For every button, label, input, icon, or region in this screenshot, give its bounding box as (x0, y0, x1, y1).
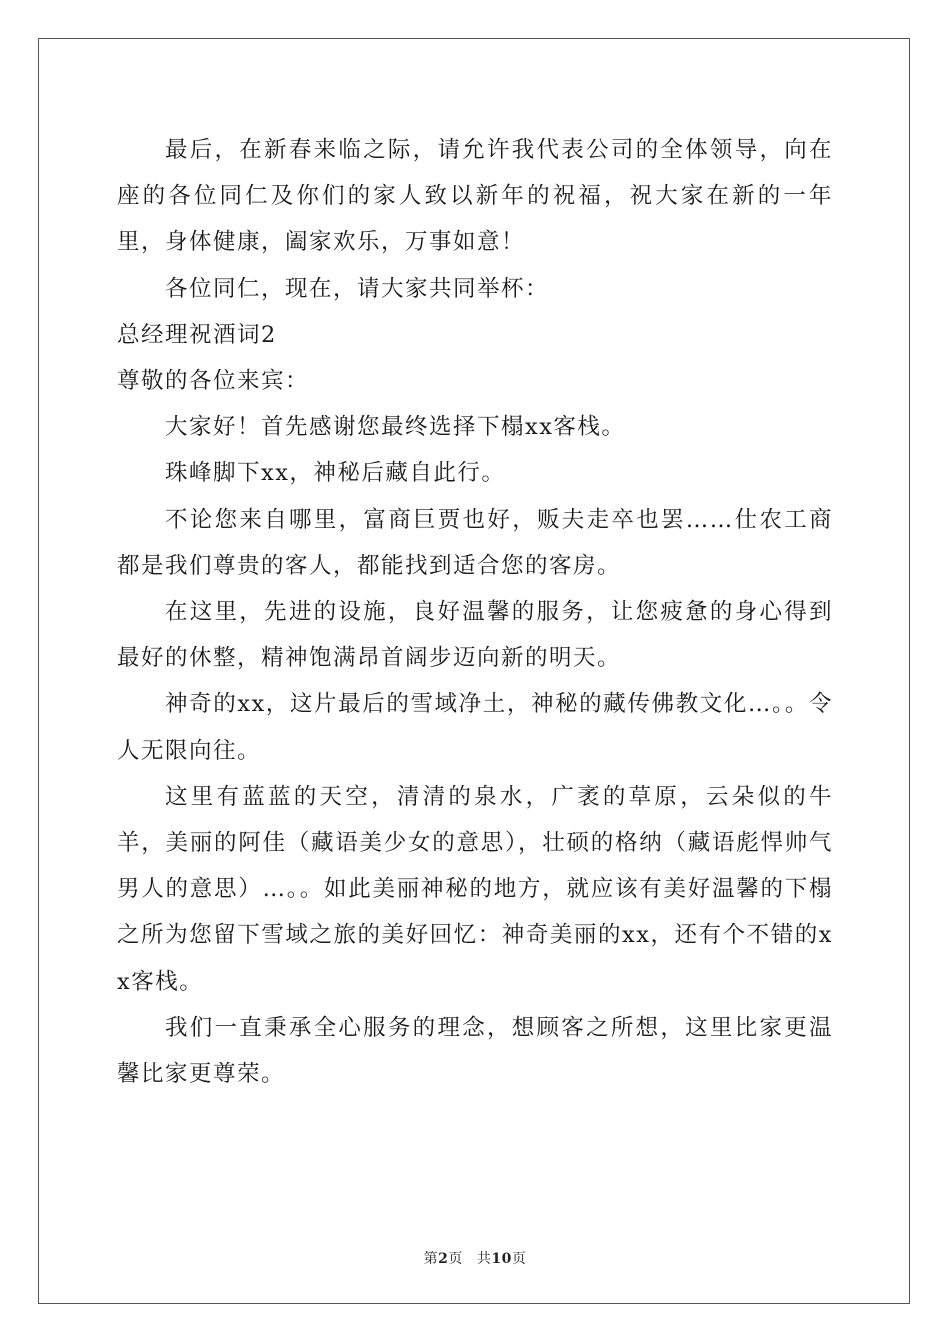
page-footer (0, 1248, 950, 1268)
paragraph-new-year-blessing: 最后，在新春来临之际，请允许我代表公司的全体领导，向在座的各位同仁及你们的家人致以新年的祝福，祝大家在新的一年里，身体健康，阖家欢乐，万事如意！ (117, 137, 833, 256)
document-body (117, 127, 833, 1097)
total-suffix: 页 (511, 1251, 527, 1267)
paragraph-guests: 不论您来自哪里，富商巨贾也好，贩夫走卒也罢……仕农工商都是我们尊贵的客人，都能找到适合您的客房。 (117, 506, 833, 579)
page-prefix: 第 (423, 1251, 439, 1267)
paragraph-service: 我们一直秉承全心服务的理念，想顾客之所想，这里比家更温馨比家更尊荣。 (117, 1014, 833, 1088)
page-suffix: 页 (448, 1251, 463, 1267)
salutation: 尊敬的各位来宾： (117, 368, 310, 395)
paragraph-culture: 神奇的xx，这片最后的雪域净土，神秘的藏传佛教文化…。。令人无限向往。 (117, 691, 833, 764)
section-heading: 总经理祝酒词2 (117, 321, 277, 348)
total-prefix: 共 (476, 1251, 492, 1267)
page-number: 2 (438, 1251, 449, 1267)
paragraph-toast-call: 各位同仁，现在，请大家共同举杯： (165, 275, 550, 302)
paragraph-scenery: 这里有蓝蓝的天空，清清的泉水，广袤的草原，云朵似的牛羊，美丽的阿佳（藏语美少女的意思），壮硕的格纳（藏语彪悍帅气男人的意思）…。。如此美丽神秘的地方，就应该有美好温馨的下榻之所为您留下雪域之旅的美好回忆：神奇美丽的xx，还有个不错的xx客栈。 (117, 783, 833, 995)
paragraph-slogan: 珠峰脚下xx，神秘后藏自此行。 (165, 460, 506, 487)
total-pages: 10 (491, 1251, 512, 1267)
paragraph-greeting: 大家好！首先感谢您最终选择下榻xx客栈。 (165, 414, 626, 441)
paragraph-facilities: 在这里，先进的设施，良好温馨的服务，让您疲惫的身心得到最好的休整，精神饱满昂首阔步迈向新的明天。 (117, 599, 833, 672)
